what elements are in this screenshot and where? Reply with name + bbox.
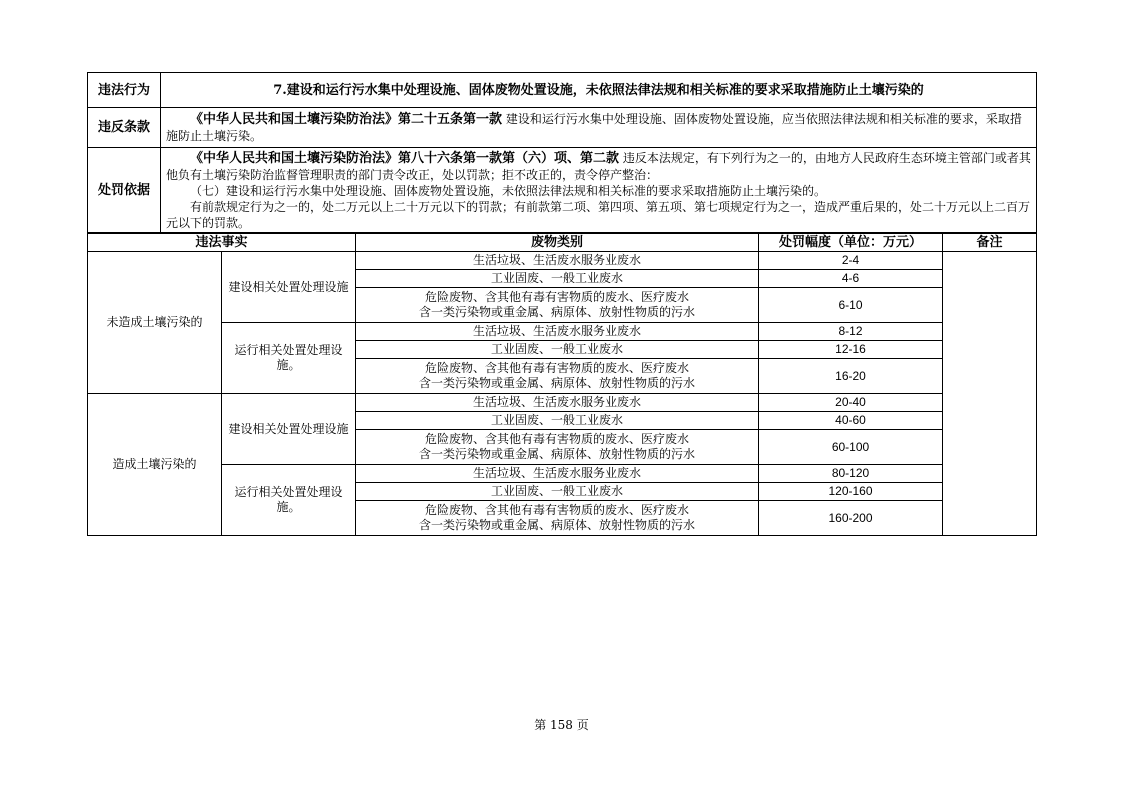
waste-cell: 生活垃圾、生活废水服务业废水: [356, 394, 759, 412]
range-cell: 2-4: [759, 252, 943, 270]
clause-cell: [161, 108, 1037, 148]
sub-label: 运行相关处置处理设施。: [222, 465, 356, 536]
waste-cell: [356, 501, 759, 536]
waste-cell: [356, 288, 759, 323]
waste-cell: 生活垃圾、生活废水服务业废水: [356, 465, 759, 483]
waste-line-1: 危险废物、含其他有毒有害物质的废水、医疗废水: [425, 361, 690, 375]
col-facts-header: 违法事实: [88, 234, 356, 252]
range-cell: 160-200: [759, 501, 943, 536]
waste-cell: 工业固废、一般工业废水: [356, 270, 759, 288]
penalty-law: 《中华人民共和国土壤污染防治法》第八十六条第一款第（六）项、第二款: [190, 150, 620, 166]
penalty-grid: [87, 233, 1037, 536]
range-cell: 80-120: [759, 465, 943, 483]
col-waste-header: 废物类别: [356, 234, 759, 252]
range-cell: 16-20: [759, 359, 943, 394]
note-cell: [943, 252, 1037, 536]
group-label: 未造成土壤污染的: [88, 252, 222, 394]
clause-label: 违反条款: [88, 108, 161, 148]
group-label: 造成土壤污染的: [88, 394, 222, 536]
waste-line-2: 含一类污染物或重金属、病原体、放射性物质的污水: [419, 447, 696, 461]
waste-line-1: 危险废物、含其他有毒有害物质的废水、医疗废水: [425, 290, 690, 304]
sub-label: 建设相关处置处理设施: [222, 394, 356, 465]
table-row: [88, 252, 1037, 270]
clause-law: 《中华人民共和国土壤污染防治法》第二十五条第一款: [190, 112, 503, 127]
table-row: [88, 465, 1037, 483]
waste-line-1: 危险废物、含其他有毒有害物质的废水、医疗废水: [425, 432, 690, 446]
table-row: [88, 323, 1037, 341]
range-cell: 120-160: [759, 483, 943, 501]
penalty-label: 处罚依据: [88, 148, 161, 233]
table-row: [88, 394, 1037, 412]
violation-label: 违法行为: [88, 73, 161, 108]
penalty-cell: [161, 148, 1037, 233]
page-number: 第 158 页: [534, 718, 589, 732]
waste-cell: [356, 359, 759, 394]
range-cell: 20-40: [759, 394, 943, 412]
sub-label: 建设相关处置处理设施: [222, 252, 356, 323]
range-cell: 8-12: [759, 323, 943, 341]
penalty-text-3: 有前款规定行为之一的，处二万元以上二十万元以下的罚款；有前款第二项、第四项、第五项、第七项规定行为之一，造成严重后果的，处二十万元以上二百万元以下的罚款。: [166, 199, 1031, 230]
range-cell: 12-16: [759, 341, 943, 359]
waste-cell: 生活垃圾、生活废水服务业废水: [356, 252, 759, 270]
waste-cell: 工业固废、一般工业废水: [356, 412, 759, 430]
range-cell: 6-10: [759, 288, 943, 323]
waste-line-2: 含一类污染物或重金属、病原体、放射性物质的污水: [419, 518, 696, 532]
waste-cell: 工业固废、一般工业废水: [356, 341, 759, 359]
waste-line-2: 含一类污染物或重金属、病原体、放射性物质的污水: [419, 305, 696, 319]
penalty-text-2: （七）建设和运行污水集中处理设施、固体废物处置设施，未依照法律法规和相关标准的要求采取措施防止土壤污染的。: [190, 183, 827, 198]
clause-text: 建设和运行污水集中处理设施、固体废物处置设施，应当依照法律法规和相关标准的要求，采取措施防止土壤污染。: [166, 112, 1022, 143]
sub-label: 运行相关处置处理设施。: [222, 323, 356, 394]
col-note-header: 备注: [943, 234, 1037, 252]
col-range-header: 处罚幅度（单位：万元）: [759, 234, 943, 252]
range-cell: 40-60: [759, 412, 943, 430]
range-cell: 60-100: [759, 430, 943, 465]
penalty-text-1: 违反本法规定，有下列行为之一的，由地方人民政府生态环境主管部门或者其他负有土壤污染防治监督管理职责的部门责令改正，处以罚款；拒不改正的，责令停产整治：: [166, 150, 1031, 182]
waste-cell: 工业固废、一般工业废水: [356, 483, 759, 501]
header-table: [87, 72, 1037, 233]
waste-line-1: 危险废物、含其他有毒有害物质的废水、医疗废水: [425, 503, 690, 517]
waste-cell: [356, 430, 759, 465]
waste-cell: 生活垃圾、生活废水服务业废水: [356, 323, 759, 341]
violation-title: 7.建设和运行污水集中处理设施、固体废物处置设施，未依照法律法规和相关标准的要求采取措施防止土壤污染的: [161, 73, 1037, 108]
waste-line-2: 含一类污染物或重金属、病原体、放射性物质的污水: [419, 376, 696, 390]
range-cell: 4-6: [759, 270, 943, 288]
